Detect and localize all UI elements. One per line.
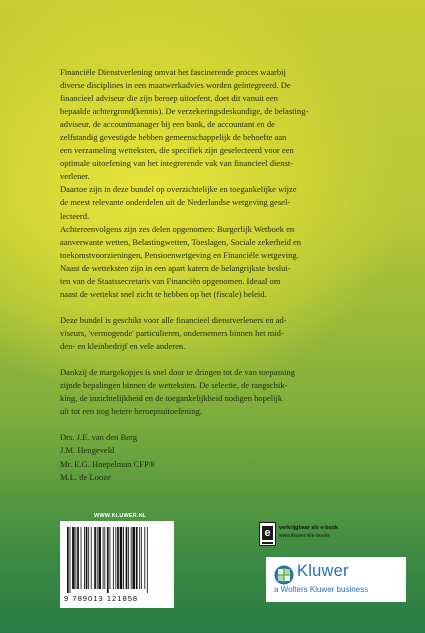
text-line: optimale uitoefening van het integrerende vak van financieel dienst- [60, 158, 294, 169]
ebook-badge[interactable] [259, 522, 343, 548]
barcode-bar [104, 527, 105, 589]
barcode-bar [107, 527, 109, 593]
text-line: viseurs, 'vermogende' particulieren, ondernemers binnen het mid- [60, 327, 284, 338]
barcode-bar [110, 527, 111, 589]
barcode-bar [139, 527, 140, 589]
barcode-bar [141, 527, 142, 589]
barcode-bar [98, 527, 101, 589]
publisher-name: Kluwer [297, 562, 349, 580]
author-name: J.M. Hengeveld [60, 445, 115, 456]
ebook-url[interactable]: www.kluwer.nl/e-books [279, 533, 330, 539]
barcode-bar [126, 527, 128, 589]
text-line: een verzameling wetteksten, die specifiek zijn geselecteerd voor een [60, 145, 294, 156]
text-line: toekomstvoorzieningen, Pensioenwetgeving en Financiële wetgeving. [60, 249, 299, 260]
barcode-bar [94, 527, 96, 589]
barcode-bar [76, 527, 77, 589]
text-line: king, de inzichtelijkheid en de toegankelijkheid nodigen hopelijk [60, 393, 283, 404]
barcode-bar [103, 527, 104, 589]
text-line: naast de wettekst snel zicht te hebben op het (fiscale) beleid. [60, 288, 267, 299]
description-paragraph [60, 366, 396, 418]
barcode-bar [128, 527, 129, 589]
text-line: zijnde bepalingen binnen de wetteksten. De selectie, de rangschik- [60, 380, 288, 391]
description-paragraph [60, 314, 396, 353]
isbn-barcode [60, 521, 174, 608]
website-url[interactable]: WWW.KLUWER.NL [94, 513, 147, 519]
barcode-number: 9 789013 121858 [64, 594, 139, 603]
barcode-bar [115, 527, 116, 589]
author-list [60, 431, 260, 485]
barcode-bar [117, 527, 119, 589]
text-line: financieel adviseur die zijn beroep uitoefent, doet dit vanuit een [60, 93, 278, 104]
ebook-label: verkrijgbaar als e-book [279, 525, 339, 531]
author-name: M.L. de Looze [60, 472, 111, 483]
publisher-logo-box [266, 557, 406, 602]
author-name: Drs. J.E. van den Berg [60, 432, 137, 442]
publisher-tagline: a Wolters Kluwer business [274, 585, 369, 594]
barcode-bar [70, 527, 71, 593]
barcode-bar [147, 527, 148, 593]
text-line: zelfstandig gevestigde hebben gemeenschappelijk de behoefte aan [60, 132, 287, 143]
barcode-bar [81, 527, 82, 589]
barcode-bar [86, 527, 88, 589]
author-name: Mr. E.G. Hoepelman CFP® [60, 458, 156, 469]
text-line: aanverwante wetten, Belastingwetten, Toeslagen, Sociale zekerheid en [60, 236, 302, 247]
barcode-bar [77, 527, 79, 589]
text-line: Dankzij de margekopjes is snel door te dringen tot de van toepassing [60, 366, 296, 377]
barcode-bar [123, 527, 124, 589]
barcode-bar [113, 527, 114, 589]
text-line: Financiële Dienstverlening omvat het fascinerende proces waarbij [60, 67, 286, 77]
text-line: verlener. [60, 171, 90, 182]
kluwer-logo-icon [274, 565, 294, 585]
barcode-bar [131, 527, 132, 589]
text-line: adviseur, de accountmanager bij een bank, de accountant en de [60, 119, 275, 130]
e-book-icon: e [259, 522, 276, 546]
text-line: de meest relevante onderdelen uit de Nederlandse wetgeving gesel- [60, 197, 291, 208]
barcode-bar [132, 527, 135, 589]
text-line: bepaalde achtergrond(kennis). De verzekeringsdeskundige, de belasting- [60, 106, 309, 117]
barcode-bar [91, 527, 92, 589]
text-line: Achtereenvolgens zijn zes delen opgenomen: Burgerlijk Wetboek en [60, 223, 295, 234]
barcode-bar [84, 527, 85, 589]
barcode-bar [67, 527, 69, 593]
description-text [60, 66, 396, 418]
barcode-bar [144, 527, 145, 589]
barcode-bar [72, 527, 75, 589]
text-line: Deze bundel is geschikt voor alle financieel dienstverleners en ad- [60, 314, 287, 325]
barcode-bar [120, 527, 123, 589]
text-line: lecteerd. [60, 210, 90, 221]
text-line: uit tot een nog betere beroepsuitoefening. [60, 406, 202, 417]
barcode-bars [66, 527, 168, 593]
text-line: Daartoe zijn in deze bundel op overzichtelijke en toegankelijke wijze [60, 184, 297, 195]
text-line: ten van de Staatssecretaris van Financiën opgenomen. Ideaal om [60, 275, 281, 286]
text-line: diverse disciplines in een maatwerkadvies worden geïntegreerd. De [60, 80, 291, 91]
barcode-bar [136, 527, 138, 589]
text-line: Naast de wetteksten zijn in een apart katern de belangrijkste beslui- [60, 262, 291, 273]
barcode-bar [88, 527, 89, 589]
barcode-bar [97, 527, 98, 589]
description-paragraph [60, 66, 396, 301]
text-line: den- en kleinbedrijf en vele anderen. [60, 340, 186, 351]
